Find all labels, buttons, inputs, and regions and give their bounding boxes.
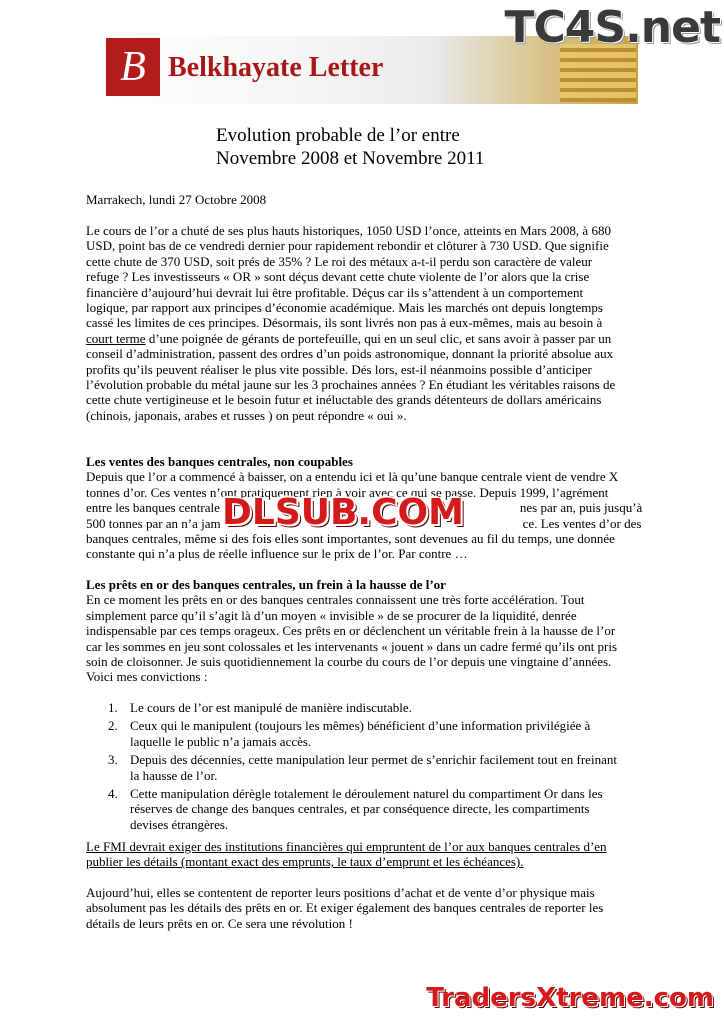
section-line: simplement parce qu’il s’agit là d’un moyen « invisible » de se procurer de la liquidité, denrée (86, 607, 577, 623)
intro-line: l’évolution probable du métal jaune sur les 3 prochaines années ? En étudiant les véritables raisons de (86, 377, 616, 393)
section-central-bank-loans (86, 577, 646, 685)
list-line: Le cours de l’or est manipulé de manière indiscutable. (130, 700, 412, 715)
underlined-term: court terme (86, 330, 146, 346)
intro-line: profits qu’ils peuvent réaliser le plus vite possible. Dés lors, est-il néanmoins possible d’anticiper (86, 361, 592, 377)
convictions-list (108, 700, 617, 835)
list-line: Ceux qui le manipulent (toujours les mêmes) bénéficient d’une information privilégiée à (130, 718, 591, 734)
section-line: banques centrales, même si des fois elles sont importantes, sont devenues au fil du temps, une donnée (86, 531, 615, 547)
intro-line: financière d’aujourd’hui devrait lui être profitable. Déçus car ils s’attendent à un comportement (86, 284, 584, 300)
intro-line-rest: d’une poignée de gérants de portefeuille, qui en un seul clic, et sans avoir à passer par un (145, 330, 612, 346)
list-line: réserves de change des banques centrales, et par conséquence directe, les compartiments (130, 801, 590, 817)
section-line: tonnes d’or. Ces ventes n’ont pratiquement rien à voir avec ce qui se passe. Depuis 1999, l’agrément (86, 484, 609, 500)
watermark-bottom-right: TradersXtreme.com (426, 983, 714, 1013)
list-number: 4. (108, 786, 118, 802)
intro-line: conseil d’administration, passent des ordres d’un poids astronomique, donnant la priorité absolue aux (86, 346, 614, 362)
section-heading: Les prêts en or des banques centrales, un frein à la hausse de l’or (86, 577, 446, 592)
fmi-line: publier les détails (montant exact des emprunts, le taux d’emprunt et les échéances). (86, 854, 524, 870)
closing-paragraph (86, 885, 646, 931)
intro-line: cette chute de 370 USD, soit prés de 35% ? Le roi des métaux a-t-il perdu son caractère de valeur (86, 253, 593, 269)
brand-logo (106, 38, 160, 96)
line-left-part: entre les banques centrale (86, 500, 220, 516)
title-line-2: Novembre 2008 et Novembre 2011 (216, 148, 485, 169)
intro-line: refuge ? Les investisseurs « OR » sont déçus devant cette chute violente de l’or alors que la crise (86, 269, 590, 285)
intro-line: cette chute vertigineuse et le besoin futur et inéluctable des grands détenteurs de dollars américains (86, 392, 602, 408)
fmi-paragraph (86, 839, 646, 870)
section-line: En ce moment les prêts en or des banques centrales connaissent une très forte accélération. Tout (86, 592, 585, 608)
intro-line: cassé les limites de ces principes. Désormais, ils sont livrés non pas à eux-mêmes, mais au besoin à (86, 315, 603, 331)
intro-line: logique, par rapport aux principes d’économie académique. Mais les marchés ont depuis longtemps (86, 300, 603, 316)
section-line: indispensable par ces temps orageux. Ces prêts en or déclenchent un véritable frein à la hausse de l’or (86, 623, 616, 639)
intro-line: USD, point bas de ce vendredi dernier pour rapidement rebondir et clôturer à 730 USD. Que signifie (86, 238, 609, 254)
list-item (108, 718, 617, 749)
section-line: car les sommes en jeu sont colossales et les intervenants « jouent » dans un cadre fermé qu’ils ont pris (86, 638, 618, 654)
intro-line: Le cours de l’or a chuté de ses plus hauts historiques, 1050 USD l’once, atteints en Mars 2008, à 680 (86, 223, 611, 238)
watermark-top-right: TC4S.net (504, 2, 720, 53)
intro-line (86, 331, 646, 346)
list-line: Depuis des décennies, cette manipulation leur permet de s’enrichir facilement tout en freinant (130, 752, 617, 768)
section-line: constante qui n’a plus de réelle influence sur le prix de l’or. Par contre … (86, 546, 468, 562)
line-left-part: 500 tonnes par an n’a jam (86, 515, 221, 531)
line-right-part: nes par an, puis jusqu’à (519, 500, 643, 516)
closing-line: absolument pas les détails des prêts en or. Et exiger également des banques centrales de reporter les (86, 900, 604, 916)
closing-line: détails de leurs prêts en or. Ce sera une révolution ! (86, 915, 353, 931)
list-item (108, 786, 617, 832)
list-line: la hausse de l’or. (130, 767, 218, 783)
section-heading: Les ventes des banques centrales, non coupables (86, 454, 353, 469)
logo-letter: B (120, 44, 146, 90)
list-number: 1. (108, 700, 118, 715)
document-title (216, 124, 484, 170)
intro-paragraph (86, 223, 646, 423)
title-line-1: Evolution probable de l’or entre (216, 125, 460, 146)
list-item (108, 700, 617, 715)
section-line: soin de cloisonner. Je suis quotidiennement la courbe du cours de l’or depuis une vingtaine d’années. (86, 654, 612, 670)
intro-line: (chinois, japonais, arabes et russes ) on peut répondre « oui ». (86, 407, 407, 423)
list-item (108, 752, 617, 783)
closing-line: Aujourd’hui, elles se contentent de reporter leurs positions d’achat et de vente d’or physique mais (86, 885, 595, 900)
watermark-middle: DLSUB.COM (222, 492, 464, 533)
list-number: 3. (108, 752, 118, 768)
dateline (86, 192, 646, 207)
section-line: Voici mes convictions : (86, 669, 208, 685)
brand-name: Belkhayate Letter (168, 52, 384, 83)
section-line: Depuis que l’or a commencé à baisser, on a entendu ici et là qu’une banque centrale vient de vendre X (86, 469, 619, 485)
list-line: laquelle le public n’a jamais accès. (130, 733, 312, 749)
list-number: 2. (108, 718, 118, 734)
fmi-line: Le FMI devrait exiger des institutions financières qui empruntent de l’or aux banques centrales d’en (86, 839, 607, 854)
line-right-part: ce. Les ventes d’or des (522, 515, 642, 531)
list-line: Cette manipulation dérègle totalement le déroulement naturel du compartiment Or dans les (130, 786, 603, 802)
dateline-text: Marrakech, lundi 27 Octobre 2008 (86, 192, 267, 207)
list-line: devises étrangères. (130, 816, 229, 832)
